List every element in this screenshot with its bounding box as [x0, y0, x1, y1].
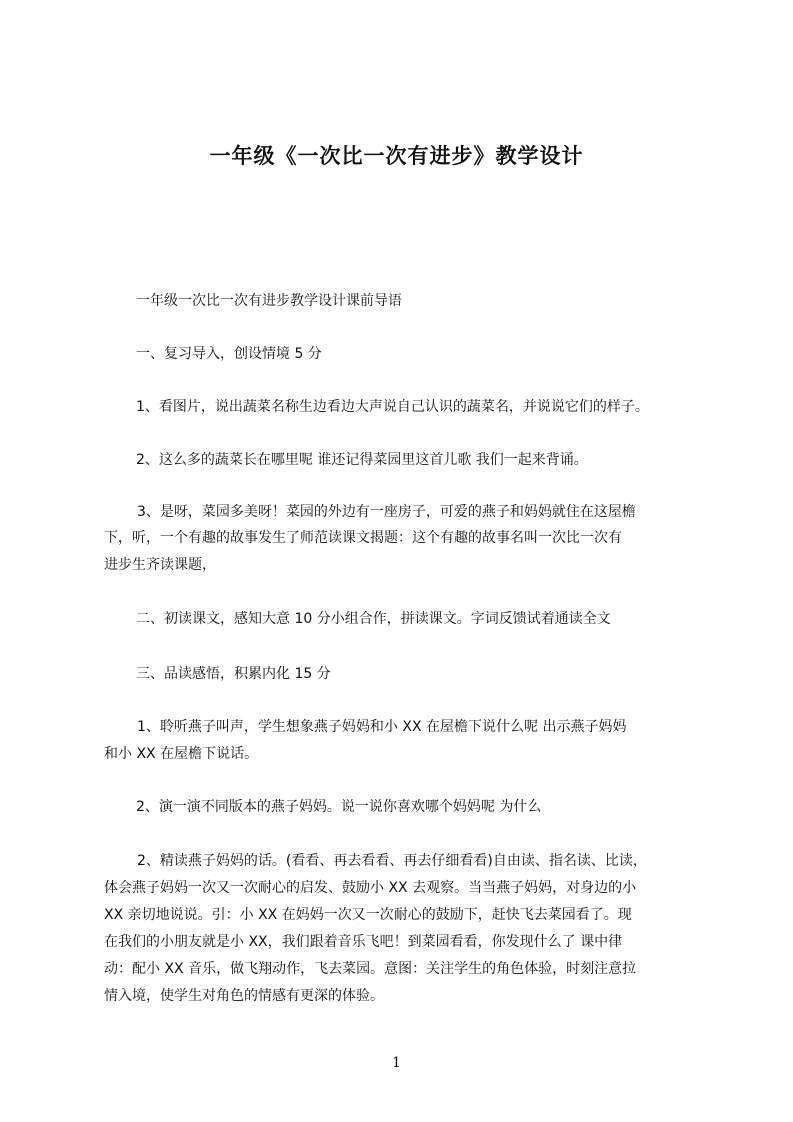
text-line: 进步生齐读课题， — [104, 557, 216, 573]
text-line: 动：配小 XX 音乐，做飞翔动作，飞去菜园。意图：关注学生的角色体验，时刻注意拉 — [104, 961, 637, 977]
page-title: 一年级《一次比一次有进步》教学设计 — [209, 144, 584, 168]
paragraph-section-3-heading — [136, 661, 696, 688]
text-line: 一年级一次比一次有进步教学设计课前导语 — [136, 293, 402, 309]
paragraph-intro — [136, 288, 696, 315]
paragraph-item-read — [104, 848, 697, 1010]
text-line: 3、是呀，菜园多美呀！菜园的外边有一座房子，可爱的燕子和妈妈就住在这屋檐 — [137, 504, 636, 520]
paragraph-section-2-heading — [136, 606, 696, 633]
text-line: 一、复习导入，创设情境 5 分 — [136, 346, 322, 362]
paragraph-item-3 — [104, 499, 702, 579]
paragraph-section-1-heading — [136, 341, 696, 368]
text-line: 1、看图片，说出蔬菜名称生边看边大声说自己认识的蔬菜名，并说说它们的样子。 — [136, 399, 649, 415]
text-line: 2、演一演不同版本的燕子妈妈。说一说你喜欢哪个妈妈呢 为什么 — [136, 799, 542, 815]
paragraph-item-1 — [136, 394, 722, 421]
text-line: 2、精读燕子妈妈的话。(看看、再去看看、再去仔细看看)自由读、指名读、比读， — [137, 853, 647, 869]
text-line: 1、聆听燕子叫声，学生想象燕子妈妈和小 XX 在屋檐下说什么呢 出示燕子妈妈 — [137, 719, 627, 735]
paragraph-item-listen — [104, 714, 702, 768]
text-line: 和小 XX 在屋檐下说话。 — [104, 746, 259, 762]
text-line: 下，听，一个有趣的故事发生了师范读课文揭题：这个有趣的故事名叫一次比一次有 — [104, 530, 622, 546]
text-line: 2、这么多的蔬菜长在哪里呢 谁还记得菜园里这首儿歌 我们一起来背诵。 — [136, 452, 588, 468]
text-line: 体会燕子妈妈一次又一次耐心的启发、鼓励小 XX 去观察。当当燕子妈妈，对身边的小 — [104, 880, 637, 896]
paragraph-item-act — [136, 794, 696, 821]
text-line: 在我们的小朋友就是小 XX，我们跟着音乐飞吧！到菜园看看，你发现什么了 课中律 — [104, 934, 623, 950]
text-line: 三、品读感悟，积累内化 15 分 — [136, 666, 331, 682]
text-line: 情入境，使学生对角色的情感有更深的体验。 — [104, 988, 384, 1004]
paragraph-item-2 — [136, 447, 696, 474]
text-line: XX 亲切地说说。引：小 XX 在妈妈一次又一次耐心的鼓励下，赶快飞去菜园看了。现 — [104, 907, 632, 923]
page-number: 1 — [392, 1055, 401, 1071]
text-line: 二、初读课文，感知大意 10 分小组合作，拼读课文。字词反馈试着通读全文 — [136, 611, 611, 627]
